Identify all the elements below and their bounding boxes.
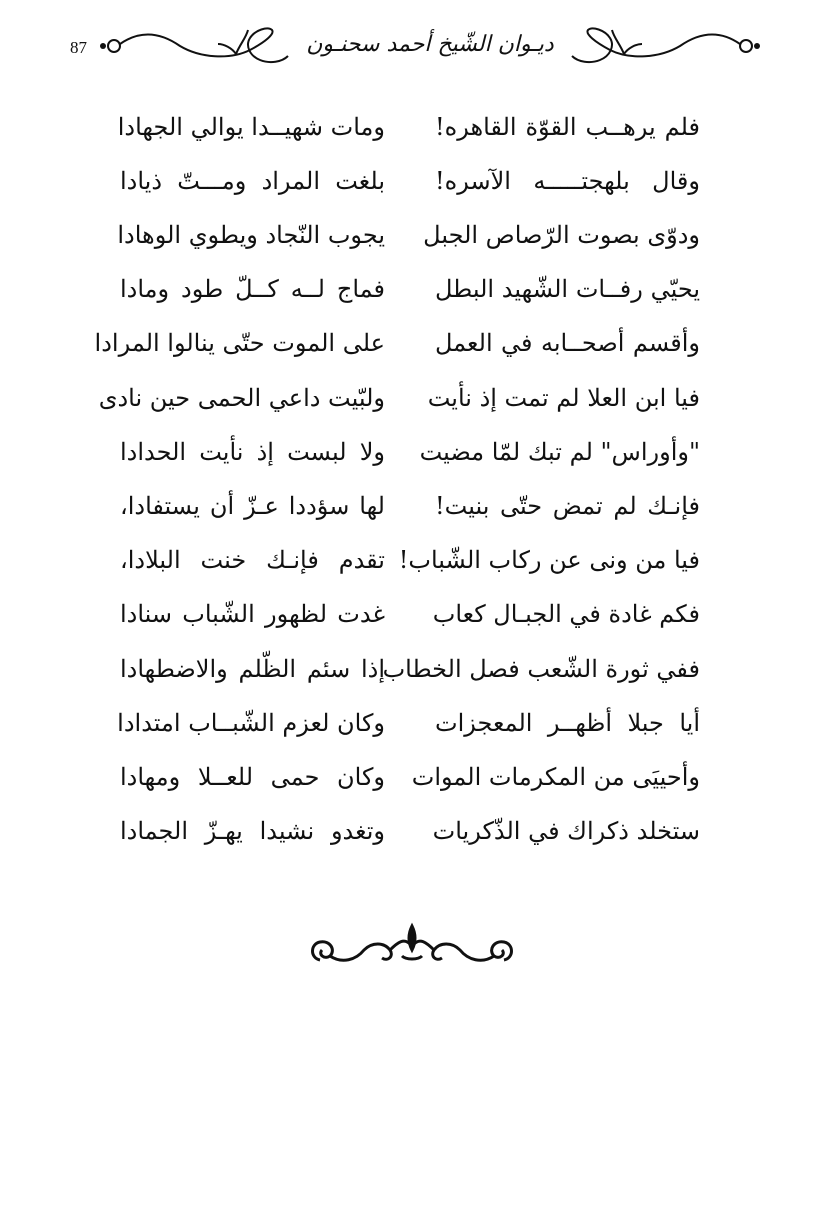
verse-line [120,750,700,804]
verse-second-hemistich: بلغت المراد ومـــتّ ذيادا [120,166,385,195]
verse-line [117,208,700,262]
verse-second-hemistich: ولبّيت داعي الحمى حين نادى [98,383,385,412]
verse-first-hemistich: "وأوراس" لم تبك لمّا مضيت [419,437,700,466]
verse-second-hemistich: غدت لظهور الشّباب سنادا [120,600,385,629]
scroll-ornament-icon [306,920,518,976]
verse-line [98,371,700,425]
verse-second-hemistich: وتغدو نشيدا يهـزّ الجمادا [120,817,385,846]
verse-line [120,642,700,696]
verse-second-hemistich: على الموت حتّى ينالوا المرادا [94,329,385,358]
verse-line [120,479,700,533]
verse-second-hemistich: فماج لــه كــلّ طود ومادا [120,275,385,304]
verse-first-hemistich: وقال بلهجتـــــه الآسره! [435,166,700,195]
verse-line [120,588,700,642]
verse-line [94,317,700,371]
verse-line [120,263,700,317]
verse-first-hemistich: فيا من ونى عن ركاب الشّباب! [398,546,700,575]
verse-line [120,534,700,588]
verse-first-hemistich: ستخلد ذكراك في الذّكريات [432,817,700,846]
verse-second-hemistich: لها سؤددا عـزّ أن يستفادا، [120,492,385,520]
verse-first-hemistich: يحيّي رفــات الشّهيد البطل [435,275,700,304]
verse-first-hemistich: أيا جبلا أظهــر المعجزات [435,708,700,737]
verse-second-hemistich: تقدم فإنـك خنت البلادا، [120,546,385,575]
verse-first-hemistich: فيا ابن العلا لم تمت إذ نأيت [427,383,700,412]
verse-first-hemistich: ودوّى بصوت الرّصاص الجبل [423,221,700,250]
verse-first-hemistich: فإنـك لم تمض حتّى بنيت! [435,492,700,520]
verse-line [120,425,700,479]
page-number: 87 [70,38,87,57]
flourish-ornament-icon [560,20,760,70]
verse-line [120,154,700,208]
verse-second-hemistich: ولا لبست إذ نأيت الحدادا [120,437,385,466]
book-title: ديـوان الشّيخ أحمد سحنـون [306,32,554,57]
verse-first-hemistich: وأحييَى من المكرمات الموات [411,762,700,791]
verse-second-hemistich: وكان لعزم الشّبــاب امتدادا [117,708,385,737]
verse-line [117,696,700,750]
verse-second-hemistich: يجوب النّجاد ويطوي الوهادا [117,221,385,250]
verse-line [120,804,700,858]
verse-second-hemistich: ومات شهيــدا يوالي الجهادا [117,112,385,141]
page-header [0,18,822,78]
verse-first-hemistich: ففي ثورة الشّعب فصل الخطاب [382,654,700,683]
flourish-ornament-icon [100,20,300,70]
verse-second-hemistich: وكان حمى للعــلا ومهادا [120,762,385,791]
verse-line [117,100,700,154]
verse-first-hemistich: فلم يرهــب القوّة القاهره! [435,112,700,141]
verse-second-hemistich: إذا سئم الظّلم والاضطهادا [120,654,385,683]
poem [94,100,700,859]
verse-first-hemistich: فكم غادة في الجبـال كعاب [432,600,700,629]
verse-first-hemistich: وأقسم أصحــابه في العمل [435,329,700,358]
